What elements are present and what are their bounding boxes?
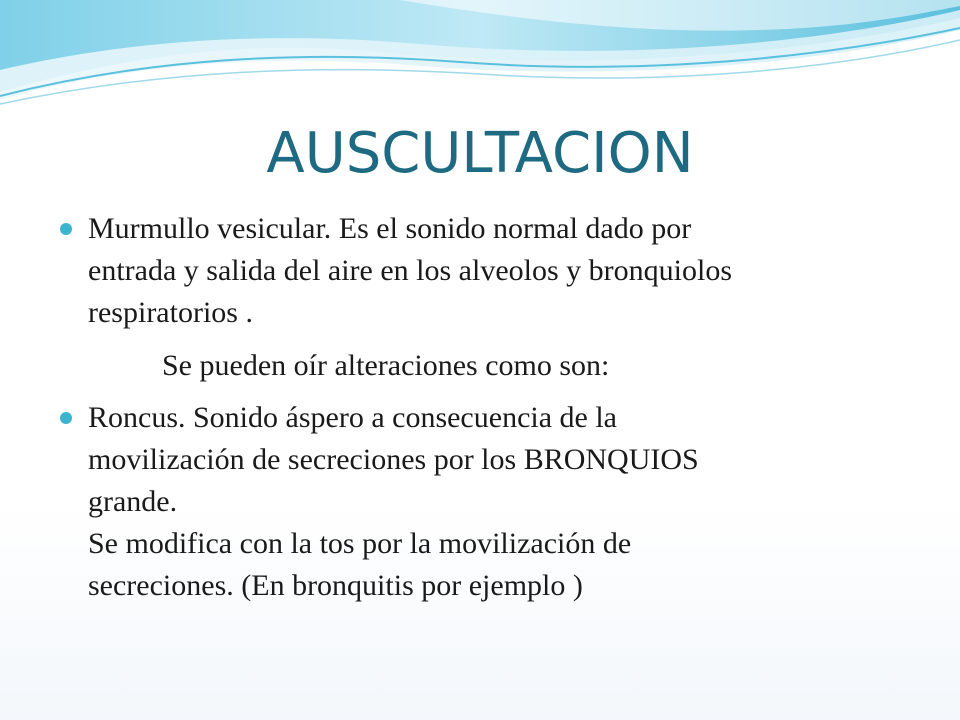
- bullet-dot-icon: [60, 412, 72, 424]
- subline-alteraciones: Se pueden oír alteraciones como son:: [162, 349, 610, 382]
- bullet-dot-icon: [60, 223, 72, 235]
- bullet-text: Roncus. Sonido áspero a consecuencia de la movilización de secreciones por los BRONQUIOS grande. Se modifica con la tos por la movilización de secreciones. (En bronquitis por ejemplo ): [88, 401, 699, 602]
- slide-content: [60, 208, 920, 607]
- bullet-murmullo-vesicular: [60, 208, 920, 334]
- slide-title: AUSCULTACION: [266, 121, 694, 186]
- bullet-text: Murmullo vesicular. Es el sonido normal dado por entrada y salida del aire en los alveolos y bronquiolos respiratorios .: [88, 212, 732, 329]
- bullet-roncus: [60, 397, 920, 607]
- header-wave-decoration: [0, 0, 960, 130]
